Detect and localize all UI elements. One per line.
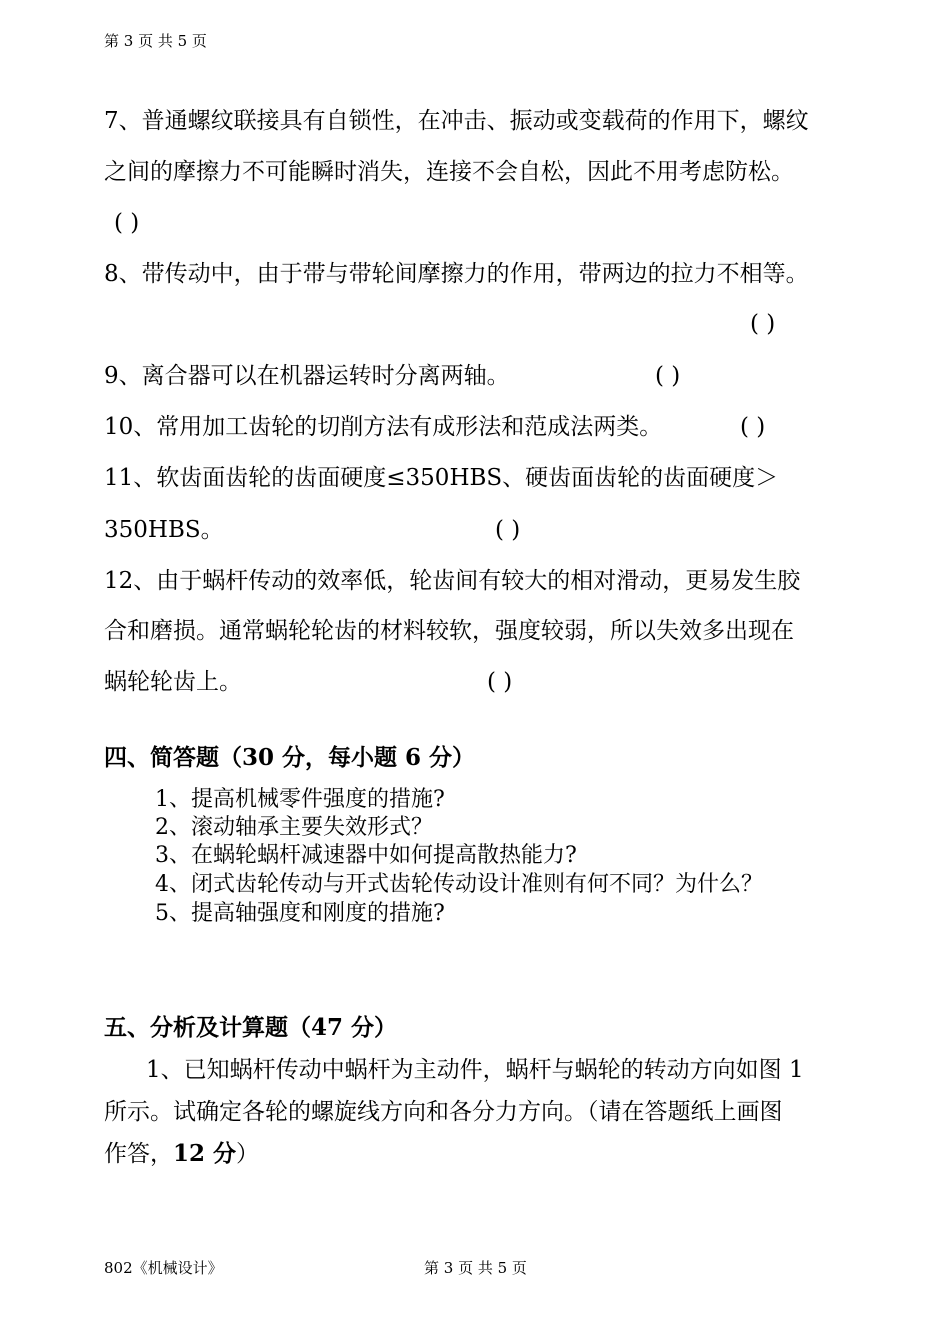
question-7-line-2: 之间的摩擦力不可能瞬时消失，连接不会自松，因此不用考虑防松。 [104, 159, 794, 185]
footer-page-label: 第 3 页 共 5 页 [424, 1259, 527, 1277]
question-12-answer-paren: ( ) [487, 669, 513, 695]
section-5-question-1-line-3-prefix: 作答， [104, 1141, 173, 1167]
section-4-question-4: 4、闭式齿轮传动与开式齿轮传动设计准则有何不同？为什么？ [155, 872, 763, 897]
question-11-line-1: 11、软齿面齿轮的齿面硬度≤350HBS、硬齿面齿轮的齿面硬度＞ [104, 465, 779, 491]
question-10-text: 10、常用加工齿轮的切削方法有成形法和范成法两类。 [104, 414, 663, 440]
section-4-title: 四、简答题（30 分，每小题 6 分） [104, 744, 476, 771]
section-5-question-1-points: 12 分 [173, 1140, 237, 1167]
section-4-question-3: 3、在蜗轮蜗杆减速器中如何提高散热能力? [155, 843, 577, 868]
section-4-question-5: 5、提高轴强度和刚度的措施? [155, 901, 445, 926]
section-5-question-1-line-1: 1、已知蜗杆传动中蜗杆为主动件，蜗杆与蜗轮的转动方向如图 1 [146, 1057, 804, 1083]
section-5-title: 五、分析及计算题（47 分） [104, 1014, 398, 1041]
question-12-line-2: 合和磨损。通常蜗轮轮齿的材料较软，强度较弱，所以失效多出现在 [104, 618, 794, 644]
question-12-line-3: 蜗轮轮齿上。 [104, 669, 242, 695]
section-5-question-1-line-3 [104, 1141, 259, 1167]
question-10-answer-paren: ( ) [740, 414, 766, 440]
section-4-question-1: 1、提高机械零件强度的措施? [155, 787, 445, 812]
question-12-line-1: 12、由于蜗杆传动的效率低，轮齿间有较大的相对滑动，更易发生胶 [104, 568, 801, 594]
question-9-text: 9、离合器可以在机器运转时分离两轴。 [104, 363, 510, 389]
section-5-question-1-line-3-suffix: ） [236, 1141, 260, 1167]
footer-course-label: 802《机械设计》 [104, 1259, 223, 1277]
section-4-question-2: 2、滚动轴承主要失效形式？ [155, 815, 433, 840]
header-page-label: 第 3 页 共 5 页 [104, 32, 207, 50]
section-5-question-1-line-2: 所示。试确定各轮的螺旋线方向和各分力方向。（请在答题纸上画图 [104, 1099, 783, 1125]
question-7-line-1: 7、普通螺纹联接具有自锁性，在冲击、振动或变载荷的作用下，螺纹 [104, 108, 809, 134]
question-9-answer-paren: ( ) [655, 363, 681, 389]
question-11-line-2: 350HBS。 [104, 517, 224, 543]
question-8-line-1: 8、带传动中，由于带与带轮间摩擦力的作用，带两边的拉力不相等。 [104, 261, 809, 287]
question-8-answer-paren: ( ) [750, 311, 776, 337]
question-11-answer-paren: ( ) [495, 517, 521, 543]
question-7-answer-paren: ( ) [114, 210, 140, 236]
